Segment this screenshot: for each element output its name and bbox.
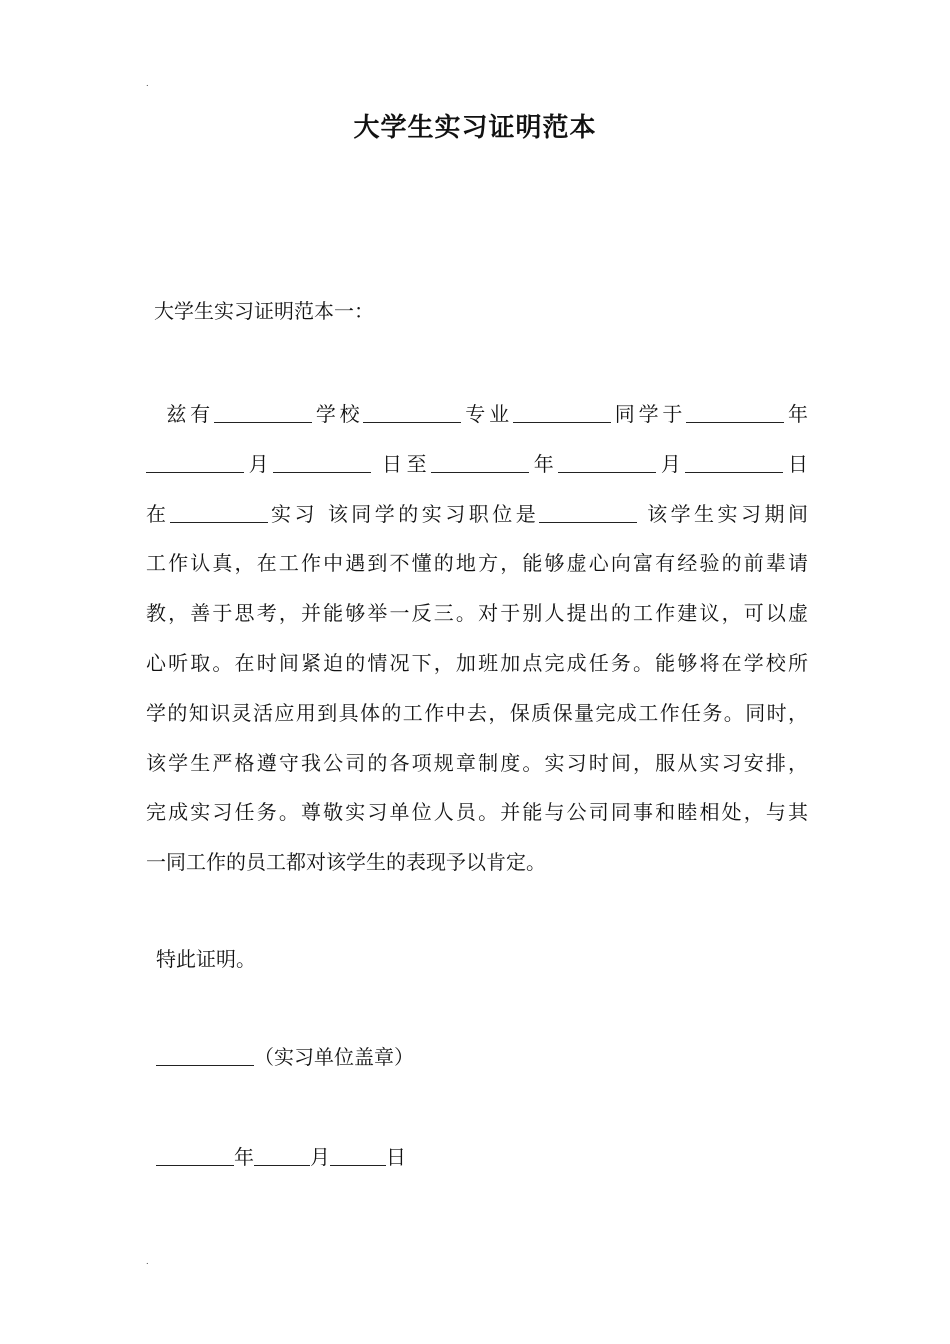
body-line-2 <box>146 440 808 490</box>
text-year: 年 <box>784 402 809 426</box>
body-line-9: 完成实习任务。尊敬实习单位人员。并能与公司同事和睦相处，与其 <box>146 800 808 825</box>
text-end-day: 日 <box>783 451 809 476</box>
section-heading: 大学生实习证明范本一： <box>154 299 374 323</box>
text-student-on: 同学于 <box>610 402 687 426</box>
stamp-line <box>156 1042 414 1072</box>
blank-start-day <box>273 450 371 473</box>
text-at: 在 <box>146 501 170 526</box>
text-position-intro: 实习 该同学的实习职位是 <box>267 501 540 526</box>
text-sign-year: 年 <box>234 1145 254 1169</box>
blank-student <box>513 400 611 423</box>
text-major: 专业 <box>461 402 513 426</box>
text-end-year: 年 <box>529 451 559 476</box>
closing-statement: 特此证明。 <box>156 947 256 971</box>
text-sign-month: 月 <box>310 1145 330 1169</box>
text-sign-day: 日 <box>386 1145 406 1169</box>
blank-start-month <box>146 450 244 473</box>
document-title: 大学生实习证明范本 <box>353 113 597 143</box>
body-line-4: 工作认真，在工作中遇到不懂的地方，能够虚心向富有经验的前辈请 <box>146 551 808 576</box>
text-during-internship: 该学生实习期间 <box>637 501 809 526</box>
body-line-5: 教，善于思考，并能够举一反三。对于别人提出的工作建议，可以虚 <box>146 601 808 626</box>
blank-sign-day <box>330 1143 386 1166</box>
text-school: 学校 <box>312 402 364 426</box>
blank-sign-year <box>156 1143 234 1166</box>
signature-date <box>156 1142 406 1172</box>
text-day-to: 日至 <box>371 451 432 476</box>
body-line-10: 一同工作的员工都对该学生的表现予以肯定。 <box>146 850 546 875</box>
body-line-3 <box>146 490 808 540</box>
blank-stamp <box>156 1043 254 1066</box>
body-line-6: 心听取。在时间紧迫的情况下，加班加点完成任务。能够将在学校所 <box>146 650 808 675</box>
blank-position <box>539 500 637 523</box>
blank-start-year <box>686 400 784 423</box>
body-line-1 <box>146 390 808 440</box>
stamp-label: （实习单位盖章） <box>254 1045 414 1069</box>
blank-sign-month <box>254 1143 310 1166</box>
body-line-7: 学的知识灵活应用到具体的工作中去，保质保量完成工作任务。同时， <box>146 700 808 725</box>
text-month: 月 <box>244 451 274 476</box>
blank-end-year <box>431 450 529 473</box>
text-zi-you: 兹有 <box>166 402 214 426</box>
certificate-body <box>146 390 808 888</box>
text-end-month: 月 <box>656 451 686 476</box>
blank-company <box>170 500 268 523</box>
page-marker-bottom: . <box>146 1257 149 1266</box>
page-marker-top: . <box>146 79 149 88</box>
body-line-8: 该学生严格遵守我公司的各项规章制度。实习时间，服从实习安排， <box>146 750 808 775</box>
blank-school <box>214 400 312 423</box>
blank-end-day <box>685 450 783 473</box>
blank-end-month <box>558 450 656 473</box>
blank-major <box>363 400 461 423</box>
